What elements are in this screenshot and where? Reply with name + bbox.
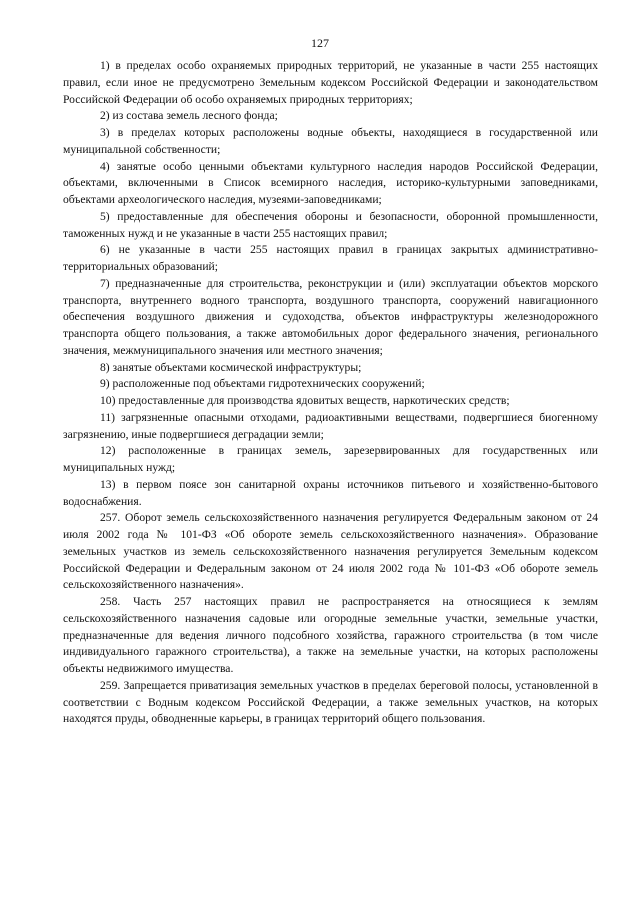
paragraph-item-11: 11) загрязненные опасными отходами, радиоактивными веществами, подвергшиеся биогенному загрязнению, иные подвергшиеся деградации земли; [63,410,598,441]
paragraph-section-257: 257. Оборот земель сельскохозяйственного назначения регулируется Федеральным законом от 24 июля 2002 года № 101-ФЗ «Об обороте земель сельскохозяйственного назначения». Образование земельных участков из земель сельскохозяйственного назначения регулируется Земельным кодексом Российской Федерации и Федеральным законом от 24 июля 2002 года № 101-ФЗ «Об обороте земель сельскохозяйственного назначения». [63,511,598,592]
paragraph-item-13: 13) в первом поясе зон санитарной охраны источников питьевого и хозяйственно-бытового водоснабжения. [63,477,598,508]
document-body [63,58,598,728]
paragraph-item-4: 4) занятые особо ценными объектами культурного наследия народов Российской Федерации, объектами, включенными в Список всемирного наследия, историко-культурными заповедниками, объектами археологического наследия, музеями-заповедниками; [63,159,598,206]
paragraph-item-3: 3) в пределах которых расположены водные объекты, находящиеся в государственной или муниципальной собственности; [63,126,598,156]
paragraph-item-2: 2) из состава земель лесного фонда; [100,109,278,123]
paragraph-item-9: 9) расположенные под объектами гидротехнических сооружений; [100,377,425,391]
paragraph-item-1: 1) в пределах особо охраняемых природных территорий, не указанные в части 255 настоящих правил, если иное не предусмотрено Земельным кодексом Российской Федерации и законодательством Российской Федерации об особо охраняемых природных территориях; [63,59,598,106]
paragraph-item-10: 10) предоставленные для производства ядовитых веществ, наркотических средств; [100,394,510,407]
paragraph-item-6: 6) не указанные в части 255 настоящих правил в границах закрытых административно-территориальных образований; [63,243,598,273]
paragraph-item-5: 5) предоставленные для обеспечения обороны и безопасности, оборонной промышленности, таможенных нужд и не указанные в части 255 настоящих правил; [63,209,598,240]
paragraph-section-258: 258. Часть 257 настоящих правил не распространяется на относящиеся к землям сельскохозяйственного назначения садовые или огородные земельные участки, земельные участки, предназначенные для ведения личного подсобного хозяйства, гаражного строительства (в том числе индивидуального гаражного строительства), а также на земельные участки, на которых расположены объекты недвижимого имущества. [63,595,598,675]
page-number: 127 [311,36,329,50]
paragraph-section-259: 259. Запрещается приватизация земельных участков в пределах береговой полосы, установленной в соответствии с Водным кодексом Российской Федерации, а также земельных участков, на которых находятся пруды, обводненные карьеры, в границах территорий общего пользования. [63,678,598,726]
paragraph-item-8: 8) занятые объектами космической инфраструктуры; [100,360,362,374]
paragraph-item-7: 7) предназначенные для строительства, реконструкции и (или) эксплуатации объектов морского транспорта, внутреннего водного транспорта, воздушного транспорта, сооружений навигационного обеспечения воздушного движения и судоходства, объектов инфраструктуры железнодорожного транспорта общего пользования, а также автомобильных дорог федерального значения, регионального значения, межмуниципального значения или местного значения; [63,276,598,357]
paragraph-item-12: 12) расположенные в границах земель, зарезервированных для государственных или муниципальных нужд; [63,444,598,474]
